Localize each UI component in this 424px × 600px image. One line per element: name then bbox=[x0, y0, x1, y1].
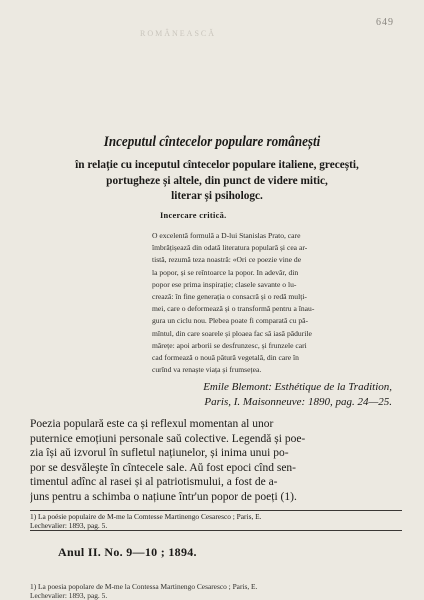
quote-line: crează: în fine generația o consacră și o redă mulți- bbox=[152, 292, 307, 302]
epigraph-quote bbox=[152, 230, 392, 376]
article-title: Inceputul cîntecelor populare românești bbox=[103, 134, 321, 150]
body-line: zia își aŭ izvorul în sufletul națiunelor, și inima unui po- bbox=[30, 447, 289, 460]
body-line: juns pentru a schimba o națiune într'un popor de poeți (1). bbox=[30, 490, 297, 503]
bleed-through-heading: ROMÂNEASCĂ bbox=[140, 29, 217, 38]
quote-line: mărețe: apoi arborii se desfrunzesc, și frunzele cari bbox=[152, 340, 307, 350]
footnote-line: 1) La poésie populaire de M-me la Comtesse Martinengo Cesaresco ; Paris, E. bbox=[30, 513, 262, 521]
quote-line: tistă, rezumă teza noastră: «Ori ce poezie vine de bbox=[152, 255, 302, 265]
subtitle-line: literar și psihologc. bbox=[171, 190, 263, 202]
subtitle-line: în relație cu inceputul cîntecelor populare italiene, grecești, bbox=[75, 159, 359, 171]
body-line: Poezia populară este ca și reflexul momentan al unor bbox=[30, 418, 274, 430]
subtitle-line: portugheze și altele, din punct de videre mitic, bbox=[106, 174, 328, 187]
footnote-rule bbox=[30, 510, 402, 511]
page-number: 649 bbox=[376, 17, 394, 28]
body-line: por se desvăleşte în cîntecele sale. Aŭ fost epoci cînd sen- bbox=[30, 461, 297, 474]
quote-line: curînd va renaște viața și frumsețea. bbox=[152, 365, 262, 375]
attribution-line: Emile Blemont: Esthétique de la Tradition, bbox=[203, 381, 392, 393]
quote-attribution bbox=[160, 380, 392, 409]
bottom-footnote bbox=[30, 583, 402, 600]
quote-line: gura un ciclu nou. Plebea poate fi comparată cu pă- bbox=[152, 316, 309, 326]
body-line: puternice emoțiuni personale saŭ colective. Legendă și poe- bbox=[30, 432, 306, 445]
footnote-line: Lechevalier: 1893, pag. 5. bbox=[30, 521, 108, 530]
issue-rule bbox=[30, 530, 402, 531]
bottom-footnote-line: Lechevalier: 1893, pag. 5. bbox=[30, 591, 108, 600]
quote-line: îmbrățișează din odată literatura populară și cea ar- bbox=[152, 243, 308, 253]
quote-line: la popor, și se reîntoarce la popor. In adevăr, din bbox=[152, 267, 299, 277]
attribution-line: Paris, I. Maisonneuve: 1890, pag. 24—25. bbox=[204, 395, 392, 408]
quote-line: cad formează o nouă pătură vegetală, din care în bbox=[152, 353, 299, 363]
quote-line: O excelentă formulă a D-lui Stanislas Prato, care bbox=[152, 231, 301, 240]
bottom-footnote-line: 1) La poesia popolare de M-me la Contessa Martinengo Cesaresco ; Paris, E. bbox=[30, 583, 258, 591]
quote-line: mîntul, din care soarele și ploaea fac să iasă pădurile bbox=[152, 328, 312, 338]
section-label: Incercare critică. bbox=[160, 211, 227, 220]
quote-line: popor ese prima inspirație; clasele savante o lu- bbox=[152, 279, 297, 289]
body-paragraph bbox=[30, 417, 402, 505]
footnote bbox=[30, 513, 402, 530]
issue-line: Anul II. No. 9—10 ; 1894. bbox=[58, 545, 197, 559]
quote-line: mei, care o deformează și o transformă pentru a înau- bbox=[152, 304, 315, 314]
body-line: timentul adînc al rasei și al patriotismului, a fost de a- bbox=[30, 476, 278, 489]
article-subtitle bbox=[28, 158, 406, 205]
